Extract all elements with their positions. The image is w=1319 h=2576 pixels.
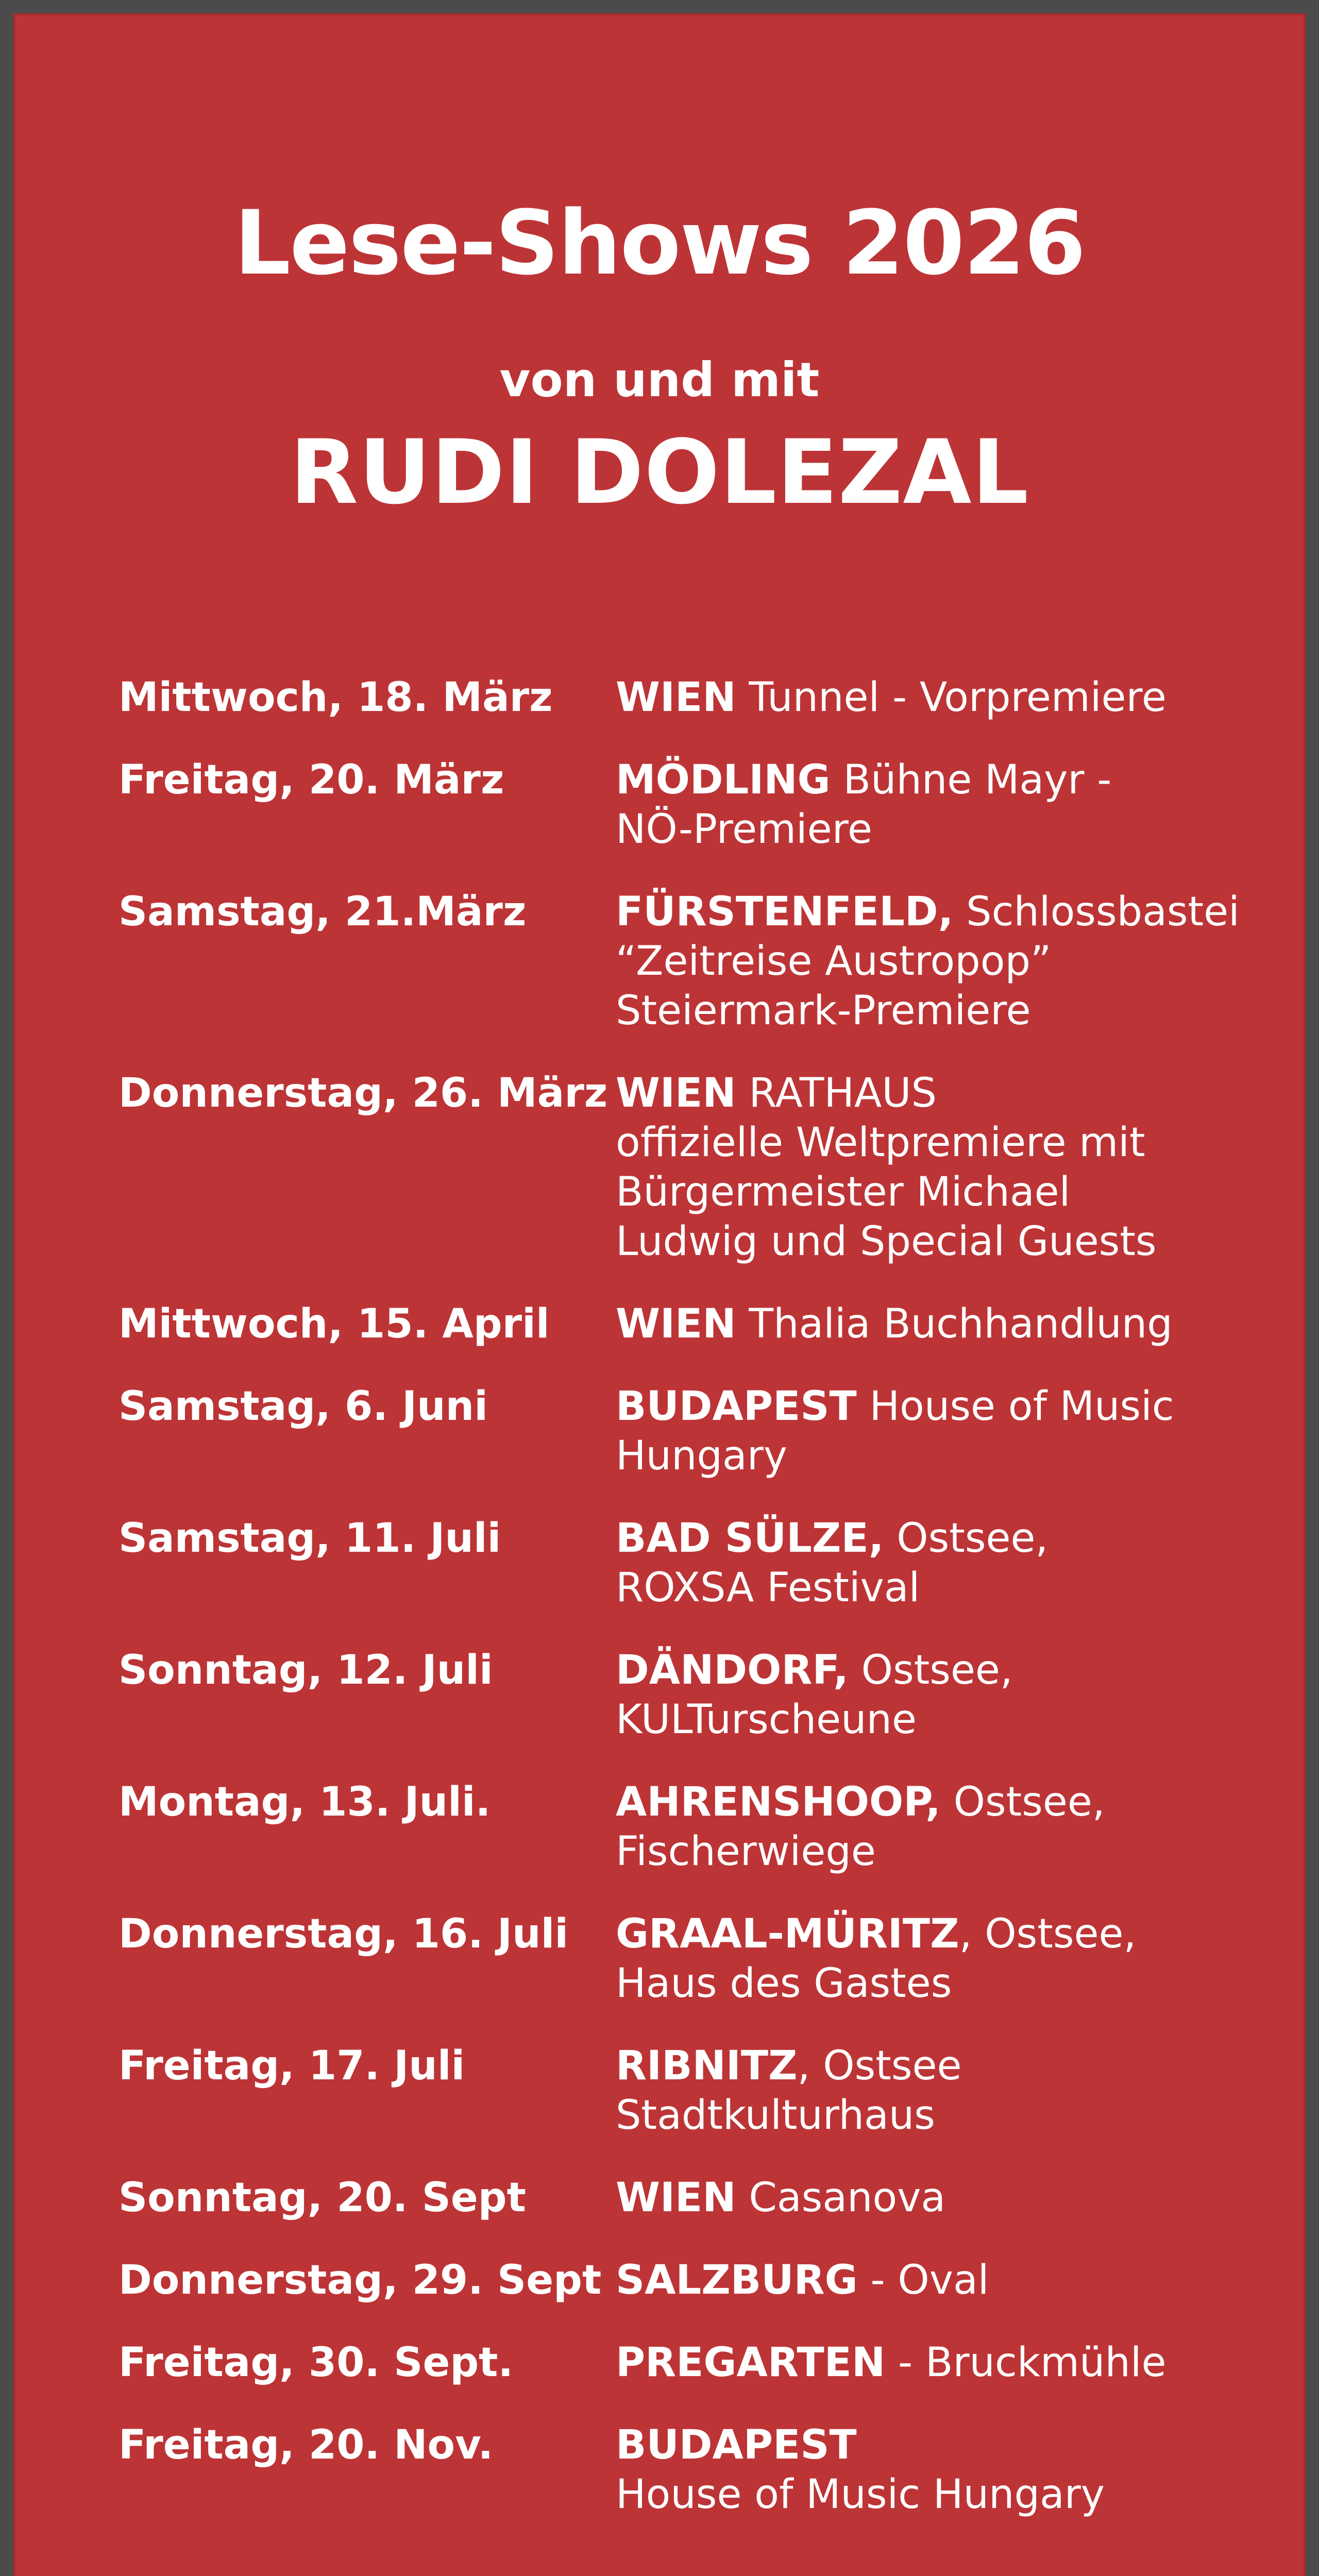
event-city: WIEN [616, 2175, 736, 2221]
event-row [119, 1069, 1252, 1266]
event-city: WIEN [616, 674, 736, 721]
event-date: Samstag, 6. Juni [119, 1383, 488, 1430]
event-venue [616, 1382, 1252, 1481]
event-date: Sonntag, 20. Sept [119, 2175, 526, 2221]
event-row [119, 2041, 1252, 2140]
event-details: Ostsee, KULTurscheune [616, 1647, 1013, 1743]
event-date: Samstag, 11. Juli [119, 1515, 501, 1562]
event-venue [616, 2420, 1252, 2519]
event-details: Thalia Buchhandlung [736, 1301, 1173, 1347]
event-schedule [119, 673, 1252, 2552]
event-row [119, 1514, 1252, 1613]
event-venue [616, 1646, 1252, 1744]
event-details: Ostsee, ROXSA Festival [616, 1515, 1049, 1611]
event-city: AHRENSHOOP, [616, 1779, 941, 1825]
event-date: Mittwoch, 15. April [119, 1301, 550, 1347]
event-venue [616, 1299, 1252, 1349]
event-venue [616, 2173, 1252, 2223]
event-venue [616, 1909, 1252, 2008]
event-date: Sonntag, 12. Juli [119, 1647, 493, 1693]
event-city: BUDAPEST [616, 2422, 857, 2468]
event-city: FÜRSTENFELD, [616, 889, 954, 935]
event-city: PREGARTEN [616, 2340, 886, 2386]
artist-name: RUDI DOLEZAL [290, 420, 1029, 524]
event-date: Donnerstag, 29. Sept [119, 2257, 602, 2303]
event-city: BUDAPEST [616, 1383, 857, 1430]
event-details: Schlossbastei “Zeitreise Austropop” Steiermark-Premiere [616, 889, 1240, 1034]
event-row [119, 1777, 1252, 1876]
event-date: Freitag, 20. Nov. [119, 2422, 494, 2468]
event-details: Bühne Mayr - NÖ-Premiere [616, 757, 1112, 853]
event-date: Mittwoch, 18. März [119, 674, 553, 721]
event-details: Ostsee, Fischerwiege [616, 1779, 1105, 1875]
event-details: , Ostsee, Haus des Gastes [616, 1911, 1137, 2007]
event-date: Freitag, 20. März [119, 757, 504, 803]
event-details: , Ostsee Stadtkulturhaus [616, 2043, 962, 2139]
event-row [119, 1646, 1252, 1744]
event-venue [616, 1514, 1252, 1613]
event-row [119, 887, 1252, 1036]
event-city: GRAAL-MÜRITZ [616, 1911, 959, 1957]
event-city: DÄNDORF, [616, 1647, 849, 1693]
event-date: Donnerstag, 26. März [119, 1070, 608, 1116]
event-date: Freitag, 17. Juli [119, 2043, 465, 2089]
event-venue [616, 2256, 1252, 2305]
event-city: WIEN [616, 1070, 736, 1116]
event-venue [616, 2338, 1252, 2387]
event-venue [616, 1777, 1252, 1876]
event-row [119, 2338, 1252, 2387]
event-venue [616, 2041, 1252, 2140]
poster-subtitle: von und mit [499, 352, 820, 408]
event-row [119, 2256, 1252, 2305]
event-row [119, 673, 1252, 722]
event-details: House of Music Hungary [616, 2471, 1105, 2518]
event-date: Freitag, 30. Sept. [119, 2340, 514, 2386]
event-details: - Bruckmühle [885, 2340, 1166, 2386]
event-row [119, 755, 1252, 854]
event-row [119, 1382, 1252, 1481]
event-details: Casanova [736, 2175, 946, 2221]
event-row [119, 2173, 1252, 2223]
poster-title: Lese-Shows 2026 [234, 191, 1085, 295]
event-row [119, 1299, 1252, 1349]
event-row [119, 2420, 1252, 2519]
event-row [119, 1909, 1252, 2008]
event-venue [616, 673, 1252, 722]
event-date: Montag, 13. Juli. [119, 1779, 491, 1825]
event-city: BAD SÜLZE, [616, 1515, 884, 1562]
event-details: House of Music Hungary [616, 1383, 1174, 1479]
event-venue [616, 887, 1252, 1036]
event-venue [616, 755, 1252, 854]
event-details: Tunnel - Vorpremiere [736, 674, 1166, 721]
event-poster [13, 13, 1306, 2576]
event-date: Donnerstag, 16. Juli [119, 1911, 569, 1957]
event-city: WIEN [616, 1301, 736, 1347]
event-details: - Oval [857, 2257, 989, 2303]
event-venue [616, 1069, 1252, 1266]
event-city: RIBNITZ [616, 2043, 798, 2089]
event-details: RATHAUS offizielle Weltpremiere mit Bürgermeister Michael Ludwig und Special Guests [616, 1070, 1157, 1265]
event-date: Samstag, 21.März [119, 889, 527, 935]
event-city: SALZBURG [616, 2257, 858, 2303]
event-city: MÖDLING [616, 757, 831, 803]
